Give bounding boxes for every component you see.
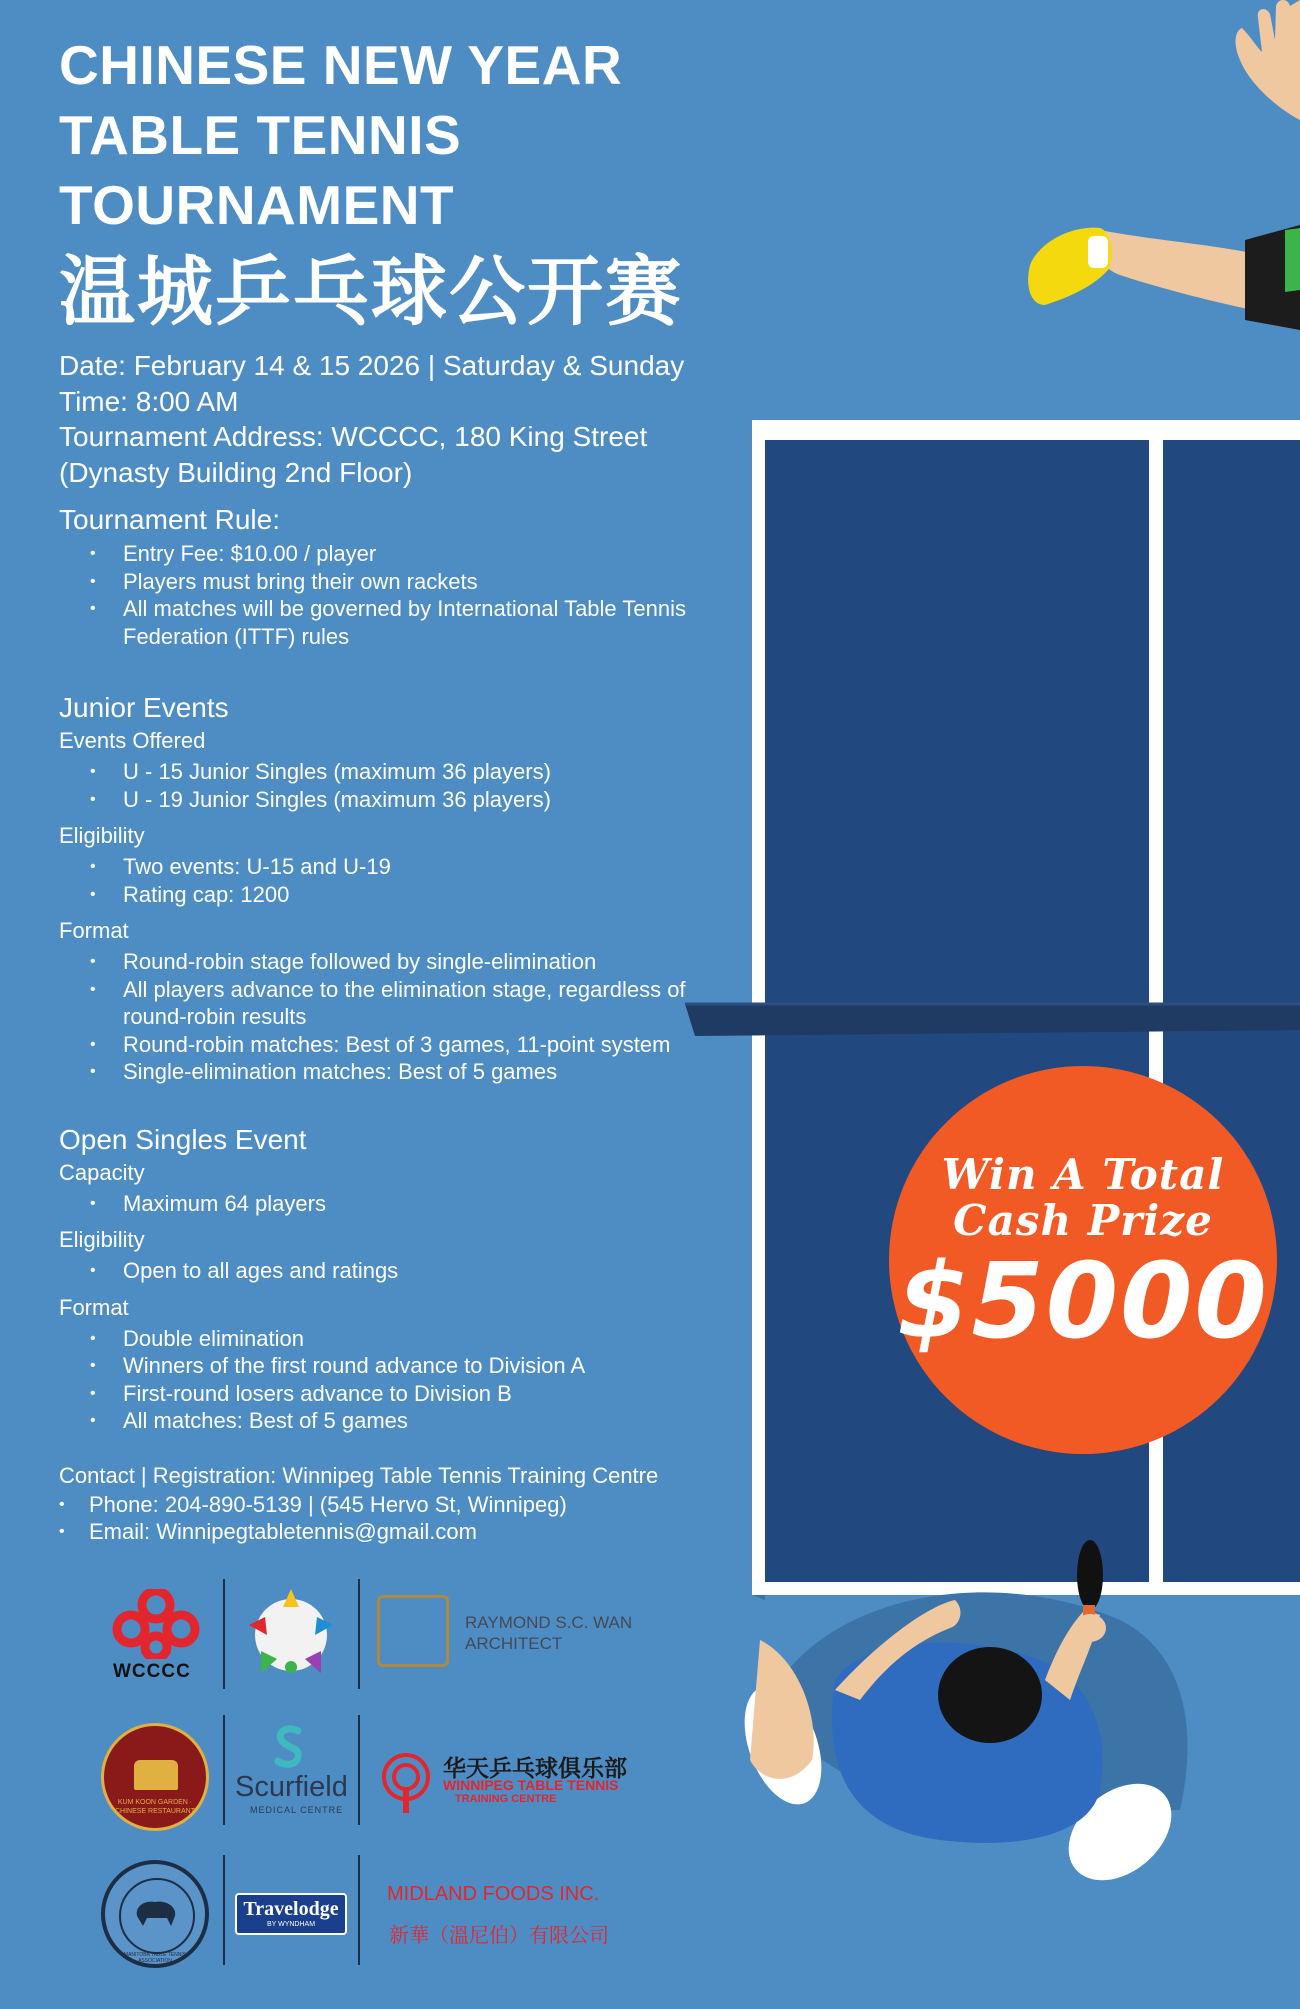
travelodge-label: Travelodge — [243, 1898, 339, 1920]
list-item: • Entry Fee: $10.00 / player — [123, 540, 739, 568]
scurfield-label: Scurfield — [235, 1771, 348, 1803]
scurfield-sublabel: MEDICAL CENTRE — [250, 1805, 344, 1815]
sponsor-divider — [223, 1579, 225, 1689]
kum-koon-garden-label: KUM KOON GARDEN · CHINESE RESTAURANT — [115, 1799, 195, 1815]
scurfield-icon — [270, 1725, 310, 1769]
list-item: • All matches: Best of 5 games — [123, 1407, 739, 1435]
junior-format-title: Format — [59, 918, 129, 943]
rules-title: Tournament Rule: — [59, 504, 281, 535]
list-item: • Round-robin stage followed by single-elimination — [123, 948, 739, 976]
open-eligibility-title: Eligibility — [59, 1227, 145, 1252]
junior-eligibility-list — [59, 853, 739, 908]
contact-section — [59, 1461, 739, 1546]
list-item: • Double elimination — [123, 1325, 739, 1353]
title-chinese: 温城乒乓球公开赛 — [59, 247, 683, 336]
raymond-logo-mark — [377, 1595, 449, 1667]
contact-title: Contact | Registration: Winnipeg Table Tennis Training Centre — [59, 1462, 659, 1488]
list-item: • Open to all ages and ratings — [123, 1257, 739, 1285]
event-details — [59, 348, 739, 490]
wtt-label-line2: TRAINING CENTRE — [455, 1793, 557, 1805]
prize-amount: $5000 — [897, 1240, 1269, 1362]
open-format-list — [59, 1325, 739, 1435]
sponsor-divider — [223, 1715, 225, 1825]
raymond-label-line2: ARCHITECT — [465, 1634, 563, 1653]
prize-line1: Win A Total — [941, 1150, 1225, 1199]
raymond-label-line1: RAYMOND S.C. WAN — [465, 1613, 633, 1632]
poster-content — [59, 30, 739, 1546]
junior-offered-list — [59, 758, 739, 813]
list-item: • Winners of the first round advance to Division A — [123, 1352, 739, 1380]
contact-list — [59, 1491, 739, 1546]
bison-icon — [133, 1896, 179, 1928]
junior-section — [59, 690, 739, 1086]
list-item: • Players must bring their own rackets — [123, 568, 739, 596]
rules-list — [59, 540, 739, 650]
contact-email[interactable]: • Email: Winnipegtabletennis@gmail.com — [89, 1518, 739, 1546]
list-item: • U - 15 Junior Singles (maximum 36 players) — [123, 758, 739, 786]
event-time: Time: 8:00 AM — [59, 385, 239, 417]
list-item: • All matches will be governed by International Table Tennis Federation (ITTF) rules — [123, 595, 739, 650]
contact-phone: • Phone: 204-890-5139 | (545 Hervo St, Winnipeg) — [89, 1491, 739, 1519]
manitoba-tta-logo — [101, 1860, 209, 1968]
community-logo — [241, 1585, 341, 1685]
list-item: • Single-elimination matches: Best of 5 games — [123, 1058, 739, 1086]
rules-section — [59, 502, 739, 650]
open-format-title: Format — [59, 1294, 129, 1320]
list-item: • First-round losers advance to Division B — [123, 1380, 739, 1408]
list-item: • U - 19 Junior Singles (maximum 36 players) — [123, 786, 739, 814]
open-eligibility-list — [59, 1257, 739, 1285]
sponsor-divider — [223, 1855, 225, 1965]
prize-line2: Cash Prize — [953, 1196, 1213, 1245]
kum-koon-garden-logo — [101, 1723, 209, 1831]
list-item: • Rating cap: 1200 — [123, 881, 739, 909]
midland-chinese-label: 新華（溫尼伯）有限公司 — [389, 1923, 609, 1947]
open-capacity-list — [59, 1190, 739, 1218]
cash-prize-badge — [889, 1066, 1277, 1454]
manitoba-tta-label: MANITOBA TABLE TENNIS ASSOCIATION — [123, 1952, 187, 1964]
wtt-label-line1: WINNIPEG TABLE TENNIS — [443, 1777, 619, 1793]
title-line1: CHINESE NEW YEAR — [59, 34, 623, 96]
sponsor-divider — [358, 1715, 360, 1825]
prize-caption — [889, 1152, 1277, 1244]
wtt-chinese-label: 华天乒乓球俱乐部 — [443, 1755, 627, 1781]
travelodge-sublabel: BY WYNDHAM — [266, 1921, 316, 1928]
event-address-floor: (Dynasty Building 2nd Floor) — [59, 456, 413, 488]
junior-title: Junior Events — [59, 692, 229, 723]
top-player — [1028, 0, 1300, 330]
junior-format-list — [59, 948, 739, 1086]
event-address: Tournament Address: WCCCC, 180 King Street — [59, 421, 648, 452]
sponsor-logos — [95, 1575, 655, 1964]
midland-label: MIDLAND FOODS INC. — [387, 1883, 600, 1905]
open-capacity-title: Capacity — [59, 1159, 145, 1185]
sponsor-divider — [358, 1855, 360, 1965]
junior-eligibility-title: Eligibility — [59, 823, 145, 848]
list-item: • All players advance to the elimination stage, regardless of round-robin results — [123, 976, 739, 1031]
travelodge-logo — [235, 1893, 347, 1935]
junior-offered-title: Events Offered — [59, 728, 206, 753]
list-item: • Two events: U-15 and U-19 — [123, 853, 739, 881]
list-item: • Round-robin matches: Best of 3 games, 11-point system — [123, 1031, 739, 1059]
open-section — [59, 1122, 739, 1435]
sponsor-divider — [358, 1579, 360, 1689]
wcccc-label: WCCCC — [113, 1661, 191, 1682]
open-title: Open Singles Event — [59, 1123, 307, 1155]
title-line2: TABLE TENNIS TOURNAMENT — [59, 104, 462, 236]
wcccc-logo — [109, 1589, 203, 1659]
event-date: Date: February 14 & 15 2026 | Saturday & Sunday — [59, 350, 685, 381]
list-item: • Maximum 64 players — [123, 1190, 739, 1218]
wtt-logo-icon — [377, 1751, 435, 1815]
